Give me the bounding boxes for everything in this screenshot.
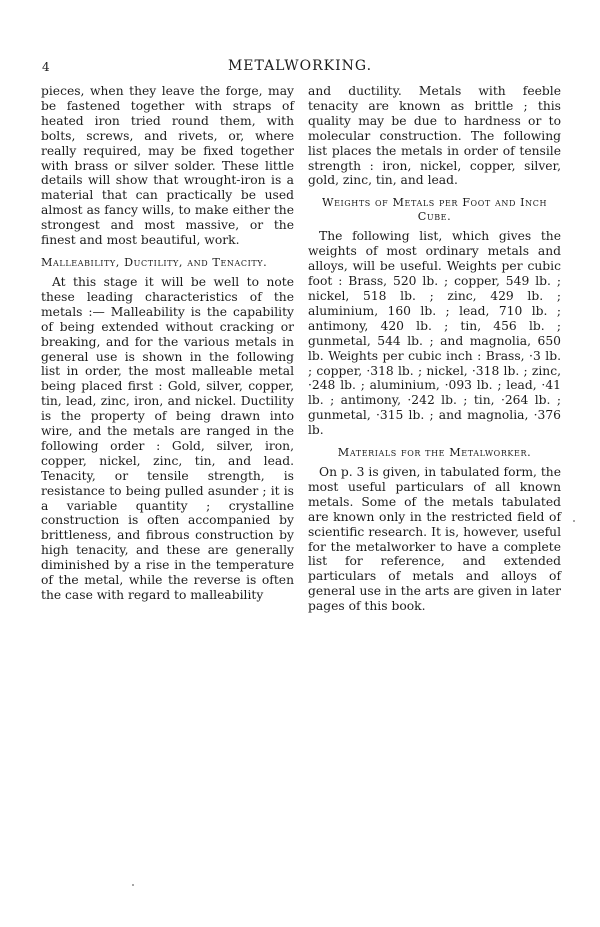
paragraph-forge-pieces: pieces, when they leave the forge, may be fastened together with straps of heated iron tried round them, with bolts, screws, and rivets, or, where really required, may be fixed together with brass or silver solder. These little details will show that wrought-iron is a material that can practically be used almost as fancy wills, to make either the strongest and most massive, or the finest and most beautiful, work. (41, 84, 294, 248)
section-heading-weights: Weights of Metals per Foot and Inch Cube. (321, 196, 548, 224)
paragraph-weights: The following list, which gives the weights of most ordinary metals and alloys, will be useful. Weights per cubic foot : Brass, 520 lb. ; copper, 549 lb. ; nickel, 518 lb. ; zinc, 429 lb. ; aluminium, 160 lb. ; lead, 710 lb. ; antimony, 420 lb. ; tin, 456 lb. ; gunmetal, 544 lb. ; and magnolia, 650 lb. Weights per cubic inch : Brass, ·3 lb. ; copper, ·318 lb. ; nickel, ·318 lb. ; zinc, ·248 lb. ; aluminium, ·093 lb. ; lead, ·41 lb. ; antimony, ·242 lb. ; tin, ·264 lb. ; gunmetal, ·315 lb. ; and magnolia, ·376 lb. (308, 229, 561, 438)
right-column (308, 84, 561, 614)
section-heading-materials: Materials for the Metalworker. (337, 446, 532, 460)
paper-speck (132, 884, 134, 886)
paragraph-characteristics: At this stage it will be well to note these leading characteristics of the metals :— Malleability is the capability of being extended without cracking or breaking, and for the various metals in general use is shown in the following list in order, the most malleable metal being placed first : Gold, silver, copper, tin, lead, zinc, iron, and nickel. Ductility is the property of being drawn into wire, and the metals are ranged in the following order : Gold, silver, iron, copper, nickel, zinc, tin, and lead. Tenacity, or tensile strength, is resistance to being pulled asunder ; it is a variable quantity ; crystalline construction is often accompanied by brittleness, and fibrous construction by high tenacity, and these are generally diminished by a rise in the temperature of the metal, while the reverse is often the case with regard to malleability (41, 274, 294, 602)
paragraph-materials: On p. 3 is given, in tabulated form, the most useful particulars of all known metals. Some of the metals tabulated are known only in the restricted field of scientific research. It is, however, useful for the metalworker to have a complete list for reference, and extended particulars of metals and alloys of general use in the arts are given in later pages of this book. (308, 465, 561, 614)
page-number: 4 (42, 60, 50, 74)
section-heading-malleability: Malleability, Ductility, and Tenacity. (41, 255, 268, 269)
paper-speck (573, 520, 575, 522)
running-title: METALWORKING. (227, 58, 373, 74)
left-column (41, 84, 294, 603)
paragraph-ductility-continued: and ductility. Metals with feeble tenacity are known as brittle ; this quality may be due to hardness or to molecular construction. The following list places the metals in order of tensile strength : iron, nickel, copper, silver, gold, zinc, tin, and lead. (308, 84, 561, 188)
